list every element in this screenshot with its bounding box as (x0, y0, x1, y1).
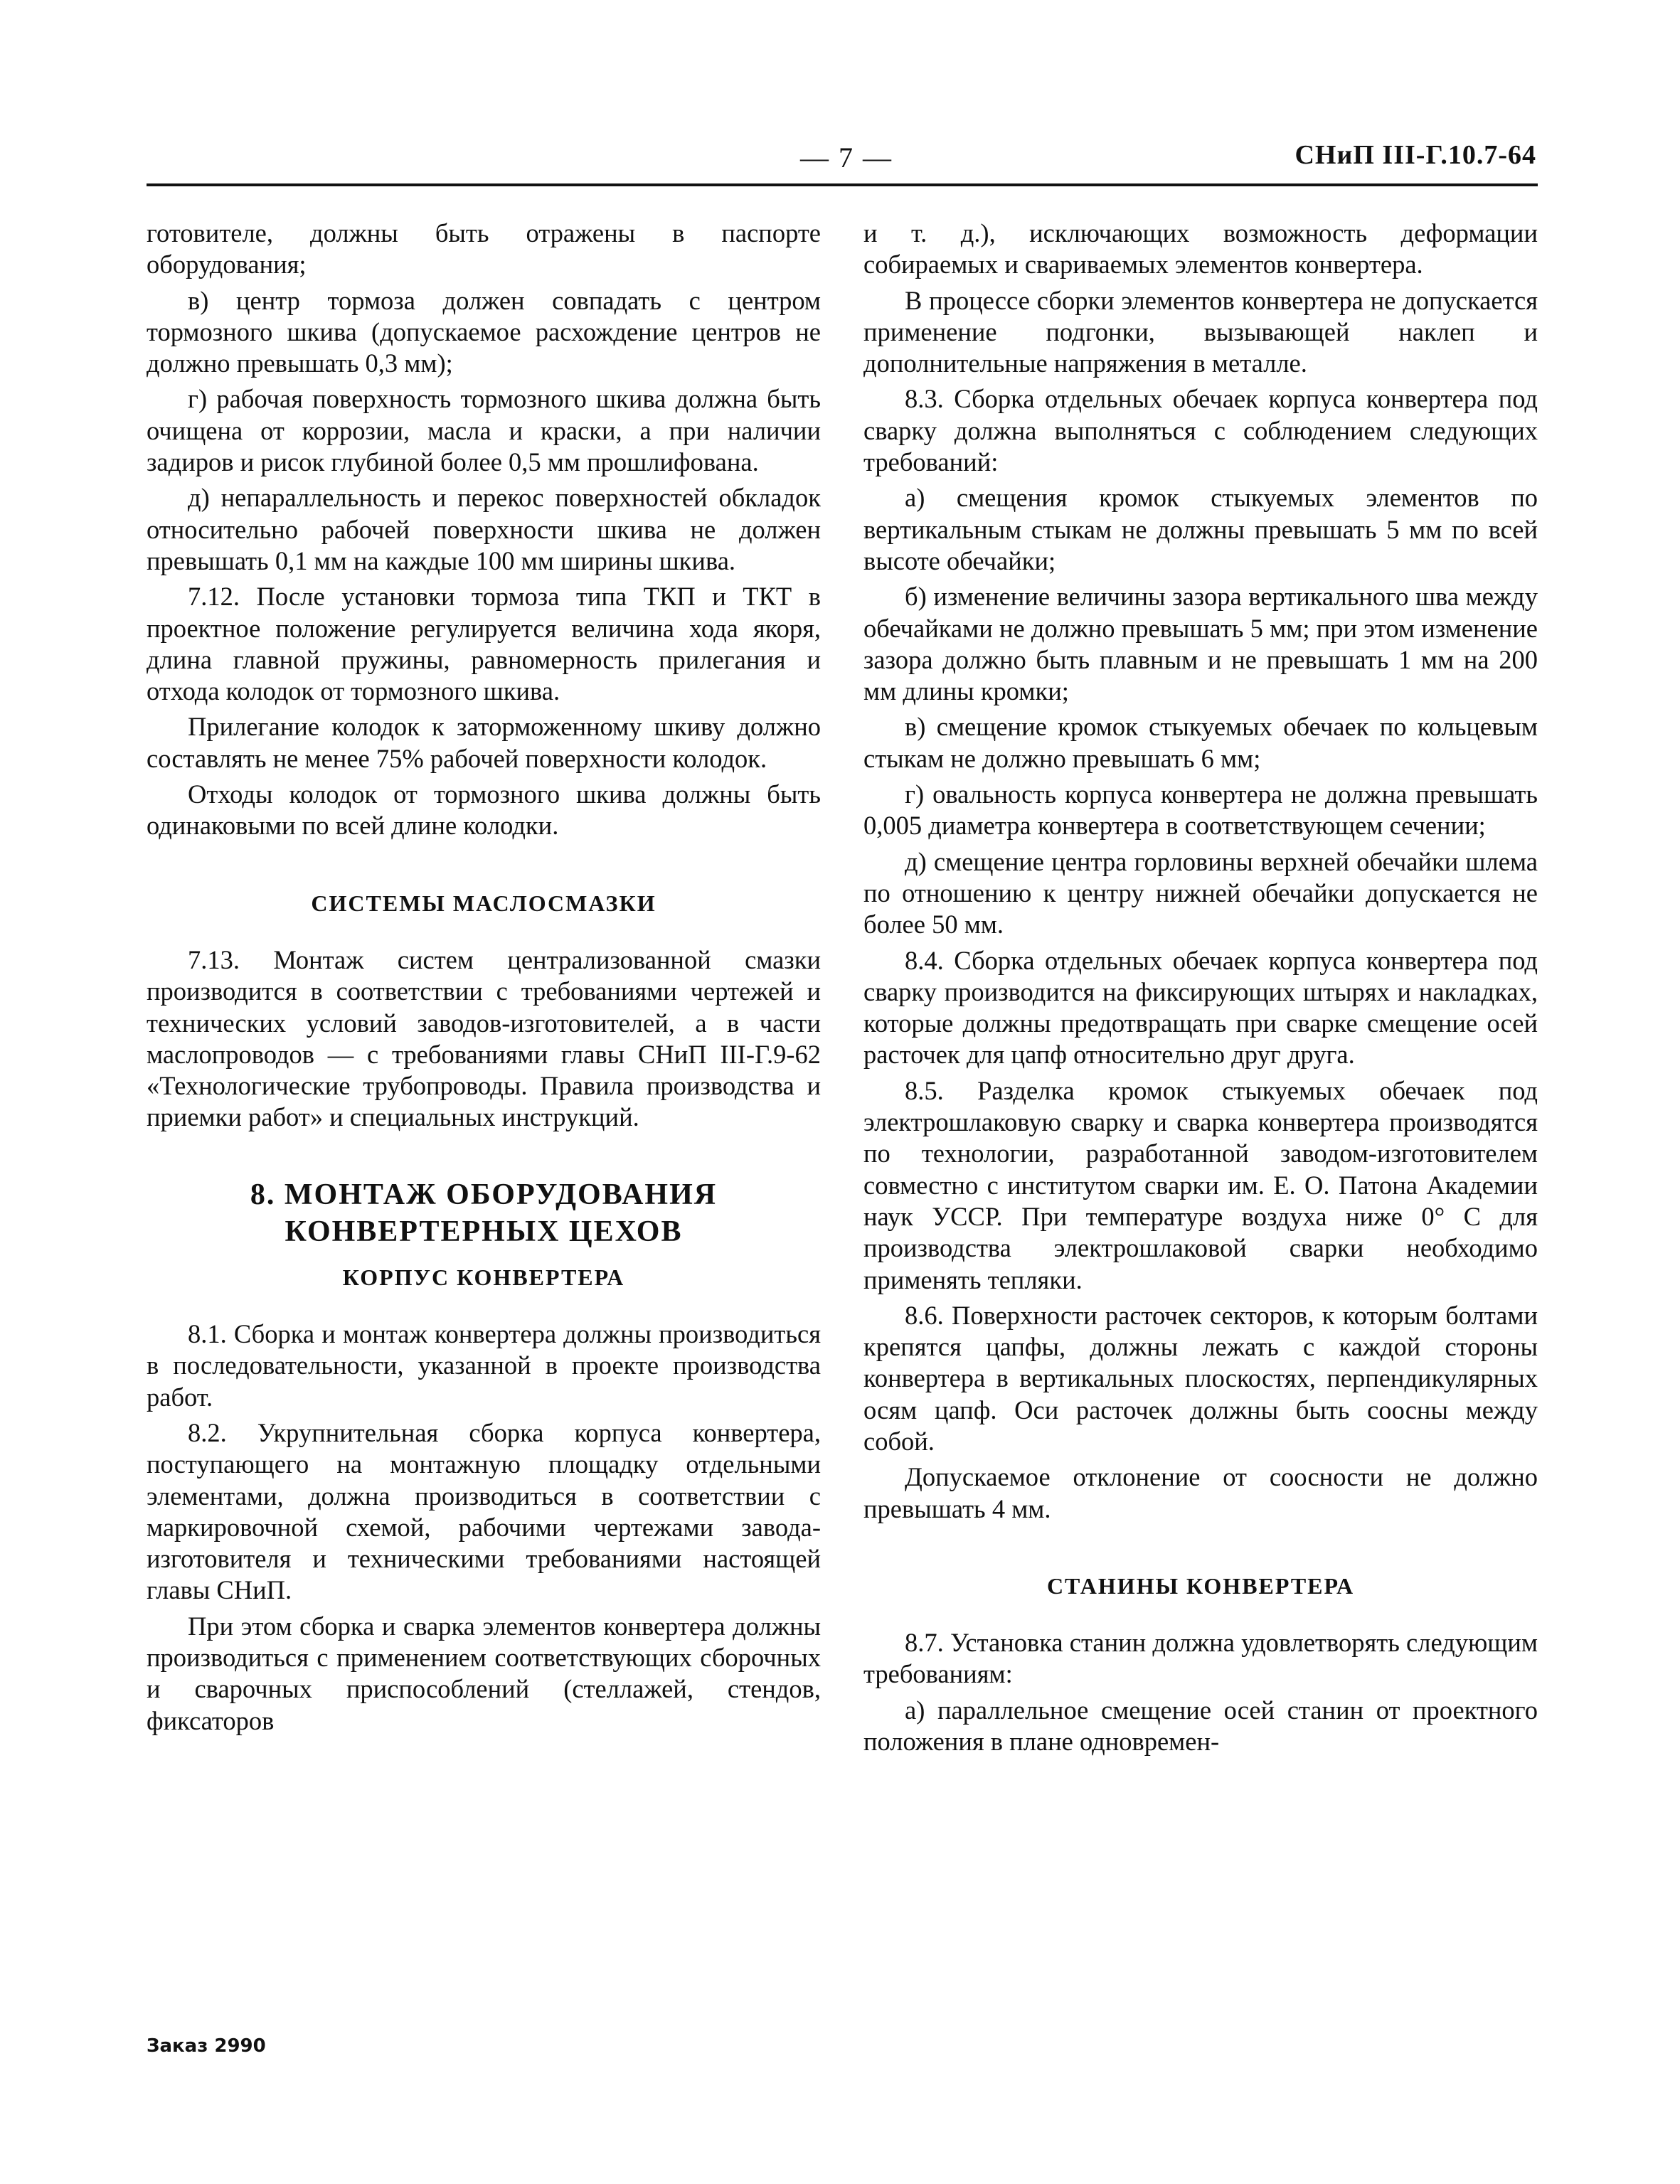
paragraph: г) рабочая поверхность тормозного шкива должна быть очищена от коррозии, масла и краски, а при наличии задиров и рисок глубиной более 0,5 мм прошлифована. (147, 384, 821, 477)
order-mark: Заказ 2990 (147, 2035, 266, 2057)
paragraph: 8.3. Сборка отдельных обечаек корпуса конвертера под сварку должна выполняться с соблюдением следующих требований: (863, 384, 1538, 477)
paragraph: Отходы колодок от тормозного шкива должны быть одинаковыми по всей длине колодки. (147, 779, 821, 841)
paragraph: д) непараллельность и перекос поверхностей обкладок относительно рабочей поверхности шкива не должен превышать 0,1 мм на каждые 100 мм ширины шкива. (147, 483, 821, 575)
paragraph: В процессе сборки элементов конвертера не допускается применение подгонки, вызывающей наклеп и дополнительные напряжения в металле. (863, 285, 1538, 378)
document-code: СНиП III-Г.10.7-64 (1294, 140, 1536, 170)
paragraph: 7.12. После установки тормоза типа ТКП и ТКТ в проектное положение регулируется величина хода якоря, длина главной пружины, равномерность прилегания и отхода колодок от тормозного шкива. (147, 582, 821, 706)
paragraph: в) центр тормоза должен совпадать с центром тормозного шкива (допускаемое расхождение центров не должно превышать 0,3 мм); (147, 285, 821, 378)
paragraph: и т. д.), исключающих возможность деформации собираемых и свариваемых элементов конвертера. (863, 218, 1538, 279)
paragraph: 8.5. Разделка кромок стыкуемых обечаек под электрошлаковую сварку и сварка конвертера производятся по технологии, разработанной заводом-изготовителем совместно с институтом сварки им. Е. О. Патона Академии наук УССР. При температуре воздуха ниже 0° С для производства электрошлаковой сварки необходимо применять тепляки. (863, 1075, 1538, 1294)
paragraph: г) овальность корпуса конвертера не должна превышать 0,005 диаметра конвертера в соответствующем сечении; (863, 779, 1538, 841)
left-column (147, 218, 821, 1741)
paragraph: 8.1. Сборка и монтаж конвертера должны производиться в последовательности, указанной в проекте производства работ. (147, 1319, 821, 1412)
paragraph: Прилегание колодок к заторможенному шкиву должно составлять не менее 75% рабочей поверхности колодок. (147, 712, 821, 773)
paragraph: а) смещения кромок стыкуемых элементов по вертикальным стыкам не должны превышать 5 мм по всей высоте обечайки; (863, 483, 1538, 575)
paragraph: а) параллельное смещение осей станин от проектного положения в плане одновремен- (863, 1695, 1538, 1757)
paragraph: д) смещение центра горловины верхней обечайки шлема по отношению к центру нижней обечайки допускается не более 50 мм. (863, 846, 1538, 939)
right-column (863, 218, 1538, 1762)
paragraph: Допускаемое отклонение от соосности не должно превышать 4 мм. (863, 1462, 1538, 1523)
paragraph: готовителе, должны быть отражены в паспорте оборудования; (147, 218, 821, 279)
paragraph: в) смещение кромок стыкуемых обечаек по кольцевым стыкам не должно превышать 6 мм; (863, 712, 1538, 773)
chapter-heading-line: КОНВЕРТЕРНЫХ ЦЕХОВ (285, 1215, 683, 1248)
paragraph: 8.2. Укрупнительная сборка корпуса конвертера, поступающего на монтажную площадку отдельными элементами, должна производиться в соответствии с маркировочной схемой, рабочими чертежами завода-изготовителя и техническими требованиями настоящей главы СНиП. (147, 1417, 821, 1605)
header-rule (147, 183, 1538, 186)
chapter-heading (147, 1176, 821, 1250)
paragraph: 8.4. Сборка отдельных обечаек корпуса конвертера под сварку производится на фиксирующих штырях и накладках, которые должны предотвращать при сварке смещение осей расточек для цапф относительно друг друга. (863, 945, 1538, 1070)
paragraph: 8.6. Поверхности расточек секторов, к которым болтами крепятся цапфы, должны лежать с каждой стороны конвертера в вертикальных плоскостях, перпендикулярных осям цапф. Оси расточек должны быть соосны между собой. (863, 1300, 1538, 1456)
paragraph: б) изменение величины зазора вертикального шва между обечайками не должно превышать 5 мм; при этом изменение зазора должно быть плавным и не превышать 1 мм на 200 мм длины кромки; (863, 582, 1538, 706)
paragraph: При этом сборка и сварка элементов конвертера должны производиться с применением соответствующих сборочных и сварочных приспособлений (стеллажей, стендов, фиксаторов (147, 1611, 821, 1735)
paragraph: 8.7. Установка станин должна удовлетворять следующим требованиям: (863, 1628, 1538, 1689)
section-heading: СИСТЕМЫ МАСЛОСМАЗКИ (311, 890, 656, 916)
page-number: — 7 — (800, 142, 893, 174)
chapter-heading-line: 8. МОНТАЖ ОБОРУДОВАНИЯ (250, 1178, 718, 1211)
section-heading: СТАНИНЫ КОНВЕРТЕРА (1046, 1572, 1355, 1599)
paragraph: 7.13. Монтаж систем централизованной смазки производится в соответствии с требованиями чертежей и технических условий заводов-изготовителей, а в части маслопроводов — с требованиями главы СНиП III-Г.9-62 «Технологические трубопроводы. Правила производства и приемки работ» и специальных инструкций. (147, 944, 821, 1132)
section-heading: КОРПУС КОНВЕРТЕРА (342, 1264, 625, 1290)
